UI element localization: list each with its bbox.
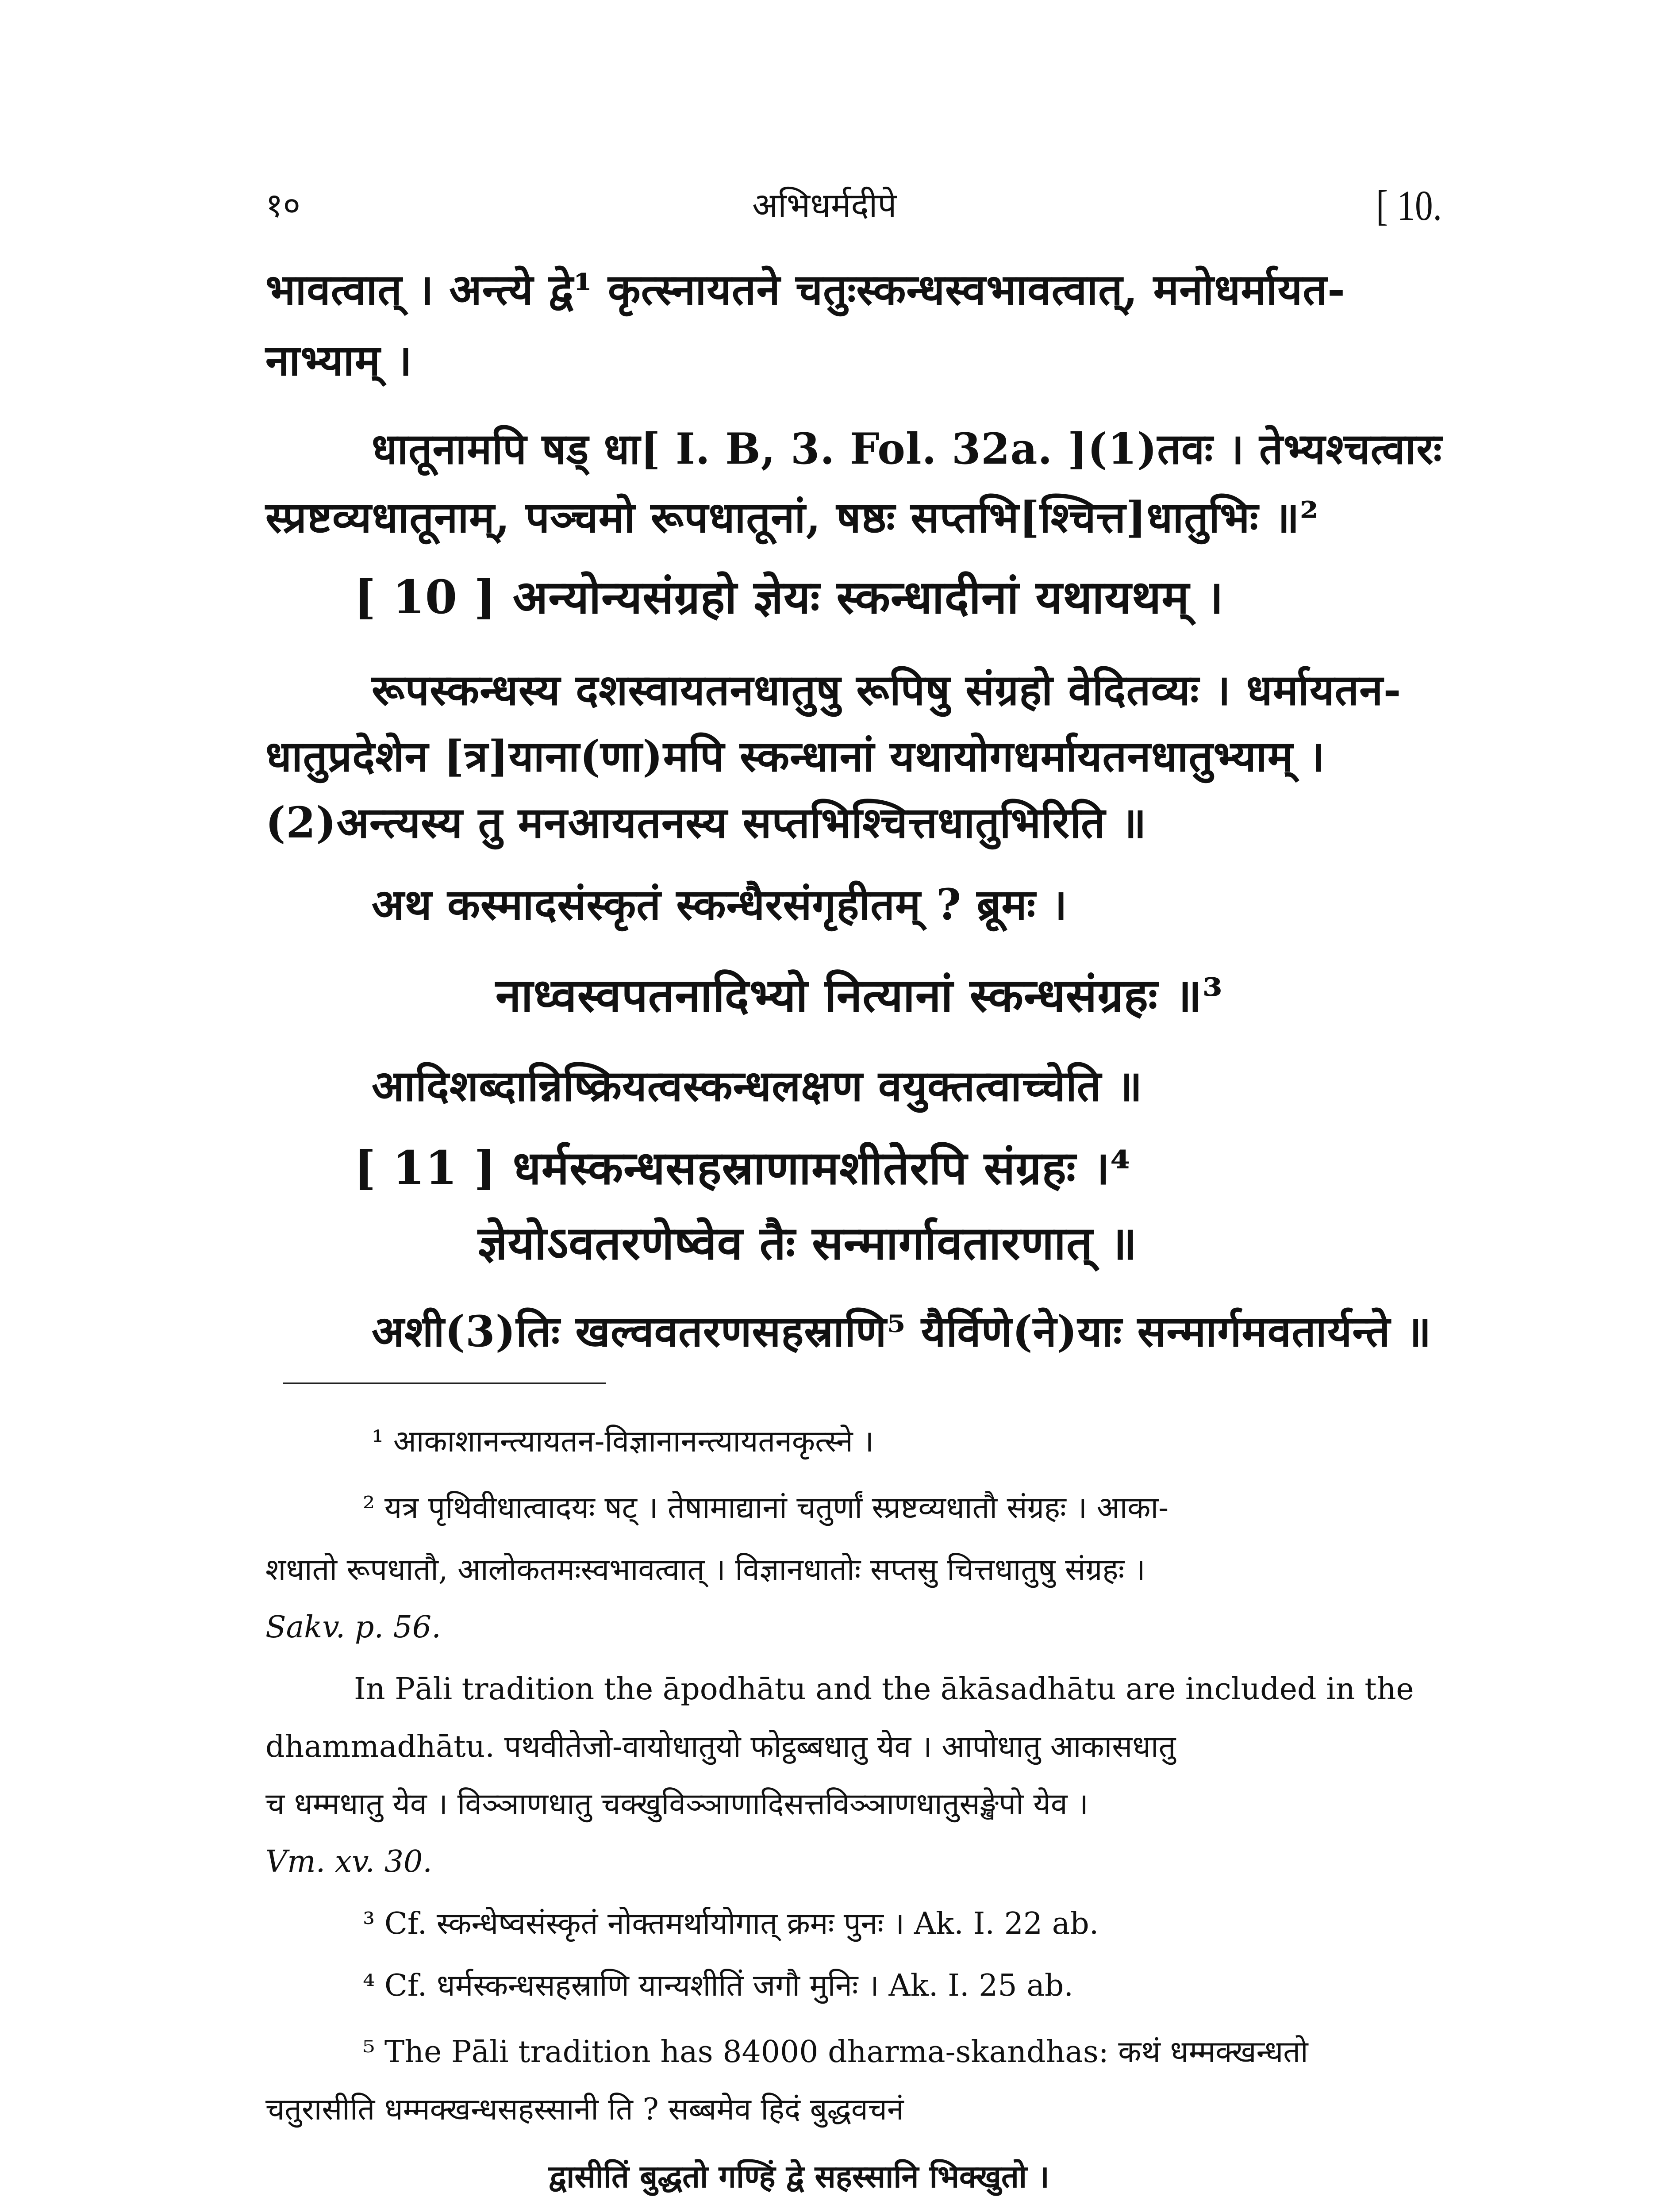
footnote-line: च धम्मधातु येव । विञ्ञाणधातु चक्खुविञ्ञाणादिसत्तविञ्ञाणधातुसङ्खेपो येव ।: [265, 1787, 1089, 1822]
running-title: अभिधर्मदीपे: [752, 185, 897, 225]
footnote-1: ¹ आकाशानन्त्यायतन-विज्ञानानन्त्यायतनकृत्स्ने ।: [372, 1424, 874, 1459]
page-number: १०: [265, 185, 301, 225]
footnote-separator: [283, 1382, 606, 1384]
body-line: (2)अन्त्यस्य तु मनआयतनस्य सप्तभिश्चित्तधातुभिरिति ॥: [265, 798, 1147, 848]
verse-line: ज्ञेयोऽवतरणेष्वेव तैः सन्मार्गावतारणात् ॥: [478, 1216, 1138, 1270]
footnote-verse: द्वासीतिं बुद्धतो गण्हिं द्वे सहस्सानि भिक्खुतो ।: [549, 2158, 1049, 2195]
section-number: [ 10.: [1376, 182, 1442, 229]
footnote-line: चतुरासीति धम्मक्खन्धसहस्सानी ति ? सब्बमेव हिदं बुद्धवचनं: [265, 2092, 904, 2127]
footnote-4: ⁴ Cf. धर्मस्कन्धसहस्राणि यान्यशीतिं जगौ मुनिः । Ak. I. 25 ab.: [363, 1968, 1073, 2003]
footnote-line: dhammadhātu. पथवीतेजो-वायोधातुयो फोट्ठब्बधातु येव । आपोधातु आकासधातु: [265, 1729, 1176, 1764]
body-line: नाभ्याम् ।: [265, 335, 412, 385]
footnote-5: ⁵ The Pāli tradition has 84000 dharma-skandhas: कथं धम्मक्खन्धतो: [363, 2035, 1308, 2070]
verse-11: [ 11 ] धर्मस्कन्धसहस्राणामशीतेरपि संग्रहः ।⁴: [354, 1141, 1131, 1195]
body-line: धातूनामपि षड् धा[ I. B, 3. Fol. 32a. ](1)तवः । तेभ्यश्चत्वारः: [372, 424, 1442, 474]
footnote-line: शधातो रूपधातौ, आलोकतमःस्वभावत्वात् । विज्ञानधातोः सप्तसु चित्तधातुषु संग्रहः ।: [265, 1552, 1145, 1587]
footnote-line: Sakv. p. 56.: [265, 1610, 441, 1645]
body-line: धातुप्रदेशेन [त्र]याना(णा)मपि स्कन्धानां यथायोगधर्मायतनधातुभ्याम् ।: [265, 731, 1325, 781]
body-line: अशी(3)तिः खल्ववतरणसहस्राणि⁵ यैर्विणे(ने)याः सन्मार्गमवतार्यन्ते ॥: [372, 1306, 1432, 1356]
footnote-line: In Pāli tradition the āpodhātu and the ākāsadhātu are included in the: [354, 1672, 1414, 1707]
body-line: अथ कस्मादसंस्कृतं स्कन्धैरसंगृहीतम् ? ब्रूमः ।: [372, 879, 1068, 929]
body-line: रूपस्कन्धस्य दशस्वायतनधातुषु रूपिषु संग्रहो वेदितव्यः । धर्मायतन-: [372, 665, 1402, 715]
footnote-2: ² यत्र पृथिवीधात्वादयः षट् । तेषामाद्यानां चतुर्णां स्प्रष्टव्यधातौ संग्रहः । आका-: [363, 1490, 1169, 1525]
body-line: स्प्रष्टव्यधातूनाम्, पञ्चमो रूपधातूनां, षष्ठः सप्तभि[श्चित्त]धातुभिः ॥²: [265, 492, 1319, 542]
body-line: भावत्वात् । अन्त्ये द्वे¹ कृत्स्नायतने चतुःस्कन्धस्वभावत्वात्, मनोधर्मायत-: [265, 265, 1345, 315]
footnote-3: ³ Cf. स्कन्धेष्वसंस्कृतं नोक्तमर्थायोगात् क्रमः पुनः । Ak. I. 22 ab.: [363, 1906, 1099, 1941]
footnote-line: Vm. xv. 30.: [265, 1844, 432, 1879]
verse-line: नाध्वस्वपतनादिभ्यो नित्यानां स्कन्धसंग्रहः ॥³: [496, 968, 1223, 1022]
verse-10: [ 10 ] अन्योन्यसंग्रहो ज्ञेयः स्कन्धादीनां यथायथम् ।: [354, 570, 1224, 624]
body-line: आदिशब्दान्निष्क्रियत्वस्कन्धलक्षण वयुक्तत्वाच्चेति ॥: [372, 1061, 1143, 1111]
